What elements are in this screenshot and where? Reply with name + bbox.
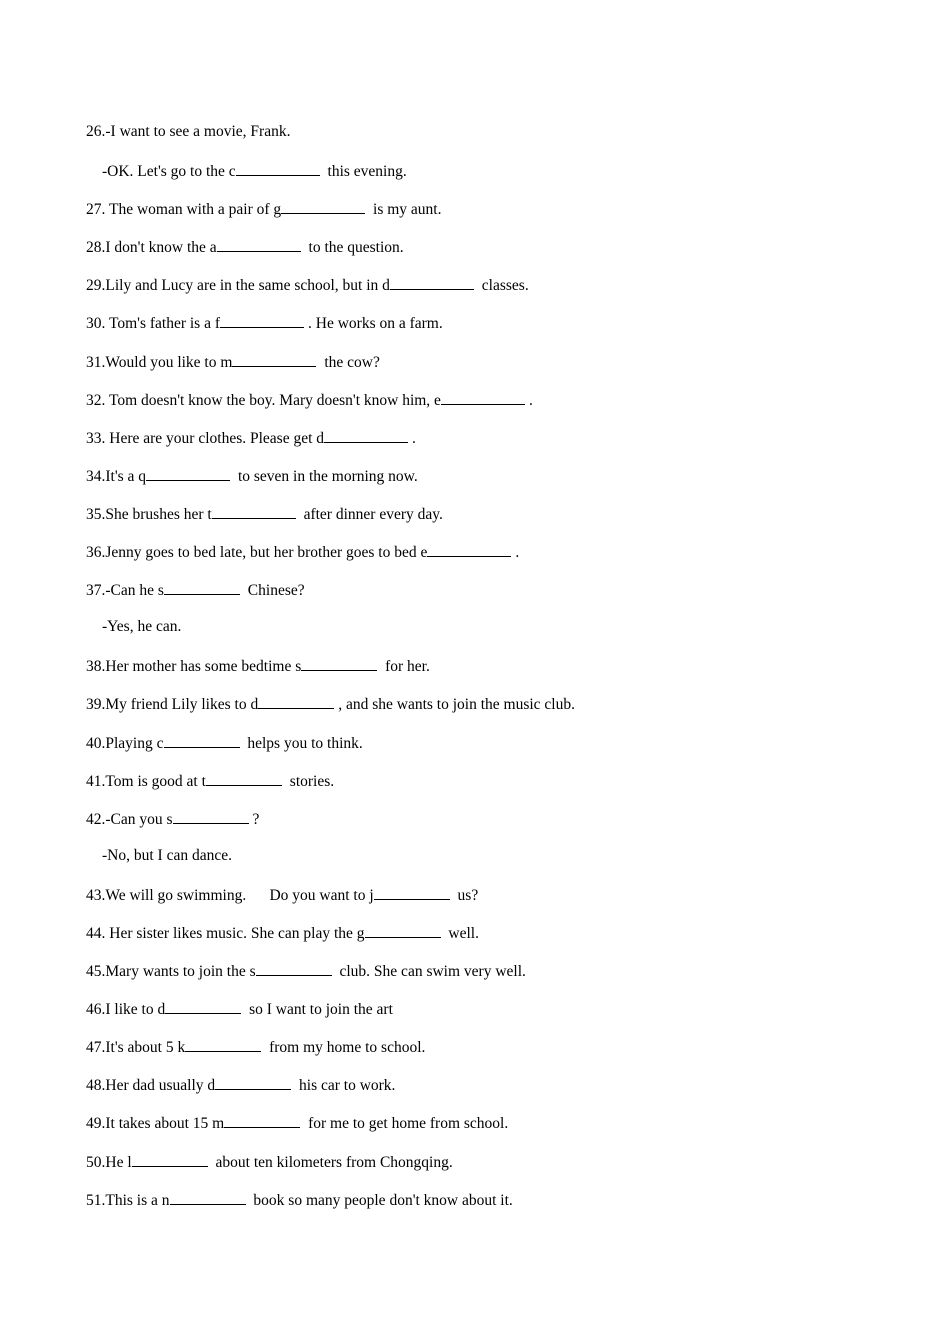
question-text: 36.Jenny goes to bed late, but her brother goes to bed e [86,544,428,562]
question-text: 27. The woman with a pair of g [86,201,282,219]
question-text: 43.We will go swimming. Do you want to j [86,886,374,904]
question-text: 51.This is a n [86,1191,170,1209]
question-text-after: his car to work. [295,1077,396,1095]
question-text: 46.I like to d [86,1001,166,1019]
question-text-after: classes. [477,277,529,295]
question-text-after: the cow? [320,353,380,371]
question-line [86,502,886,540]
answer-blank[interactable] [220,311,304,328]
question-text-after: for her. [381,658,430,676]
question-text-after: us? [453,886,479,904]
answer-blank[interactable] [146,464,230,481]
question-text: 44. Her sister likes music. She can play the g [86,924,365,942]
question-text: -OK. Let's go to the c [102,163,236,181]
answer-blank[interactable] [173,807,249,824]
question-text-after: Chinese? [243,582,305,600]
answer-blank[interactable] [324,426,408,443]
question-text: 32. Tom doesn't know the boy. Mary doesn't know him, e [86,391,441,409]
answer-blank[interactable] [215,1073,291,1090]
question-line [86,654,886,692]
question-line [86,350,886,388]
question-text: 35.She brushes her t [86,505,212,523]
question-line [86,1111,886,1149]
question-text-after: to the question. [304,239,404,257]
question-text-after: . [412,429,416,447]
answer-blank[interactable] [281,197,365,214]
question-text-after: after dinner every day. [299,505,443,523]
question-line [86,426,886,464]
question-text: 30. Tom's father is a f [86,315,221,333]
question-text-after: so I want to join the art [245,1001,393,1019]
question-text: 47.It's about 5 k [86,1039,186,1057]
answer-blank[interactable] [224,1111,300,1128]
answer-blank[interactable] [206,769,282,786]
question-line [86,1073,886,1111]
question-line [86,959,886,997]
answer-blank[interactable] [165,997,241,1014]
question-text: 37.-Can he s [86,582,164,600]
question-line [86,731,886,769]
question-line [86,273,886,311]
answer-blank[interactable] [217,235,301,252]
question-line [86,1188,886,1226]
question-text-after: . He works on a farm. [308,315,443,333]
question-line [86,807,886,845]
question-text-after: well. [444,924,479,942]
answer-blank[interactable] [185,1035,261,1052]
question-line [86,883,886,921]
question-line [86,845,886,883]
question-line [86,464,886,502]
answer-blank[interactable] [390,273,474,290]
question-text-after: this evening. [323,163,407,181]
question-line [86,1150,886,1188]
question-text: 33. Here are your clothes. Please get d [86,429,325,447]
question-line [86,769,886,807]
answer-blank[interactable] [164,731,240,748]
question-text-after: ? [252,810,260,828]
answer-blank[interactable] [256,959,332,976]
answer-blank[interactable] [427,540,511,557]
question-text-after: club. She can swim very well. [335,963,526,981]
question-text-after: to seven in the morning now. [234,467,418,485]
question-text: 39.My friend Lily likes to d [86,696,259,714]
question-line [86,388,886,426]
question-text: 28.I don't know the a [86,239,217,257]
question-text: 38.Her mother has some bedtime s [86,658,302,676]
question-line [86,1035,886,1073]
question-text-after: from my home to school. [265,1039,426,1057]
answer-blank[interactable] [164,578,240,595]
question-line [86,997,886,1035]
question-text: 31.Would you like to m [86,353,233,371]
answer-blank[interactable] [232,350,316,367]
question-line [86,121,886,159]
answer-blank[interactable] [170,1188,246,1205]
question-line [86,235,886,273]
question-text: 41.Tom is good at t [86,772,206,790]
question-text: 50.He l [86,1153,132,1171]
answer-blank[interactable] [132,1150,208,1167]
question-text: 49.It takes about 15 m [86,1115,225,1133]
question-text-after: about ten kilometers from Chongqing. [211,1153,453,1171]
question-text-after: . [528,391,533,409]
question-line [86,159,886,197]
question-text: 40.Playing c [86,734,164,752]
answer-blank[interactable] [258,692,334,709]
answer-blank[interactable] [365,921,441,938]
question-text-after: for me to get home from school. [304,1115,509,1133]
question-text: -Yes, he can. [102,618,182,636]
question-text-after: . [515,544,520,562]
answer-blank[interactable] [236,159,320,176]
answer-blank[interactable] [374,883,450,900]
question-text: 48.Her dad usually d [86,1077,216,1095]
question-text-after: book so many people don't know about it. [249,1191,513,1209]
answer-blank[interactable] [441,388,525,405]
question-line [86,921,886,959]
question-line [86,616,886,654]
question-line [86,578,886,616]
question-line [86,197,886,235]
question-line [86,692,886,730]
question-text: 29.Lily and Lucy are in the same school, but in d [86,277,390,295]
question-text-after: stories. [285,772,335,790]
question-text-after: helps you to think. [243,734,363,752]
question-text: 42.-Can you s [86,810,173,828]
question-line [86,311,886,349]
question-text: 26.-I want to see a movie, Frank. [86,123,291,140]
question-text: -No, but I can dance. [102,846,232,864]
answer-blank[interactable] [212,502,296,519]
question-text-after: , and she wants to join the music club. [338,696,575,714]
question-text-after: is my aunt. [369,201,442,219]
question-list [86,121,886,1226]
question-line [86,540,886,578]
question-text: 34.It's a q [86,467,147,485]
answer-blank[interactable] [301,654,377,671]
question-text: 45.Mary wants to join the s [86,963,256,981]
